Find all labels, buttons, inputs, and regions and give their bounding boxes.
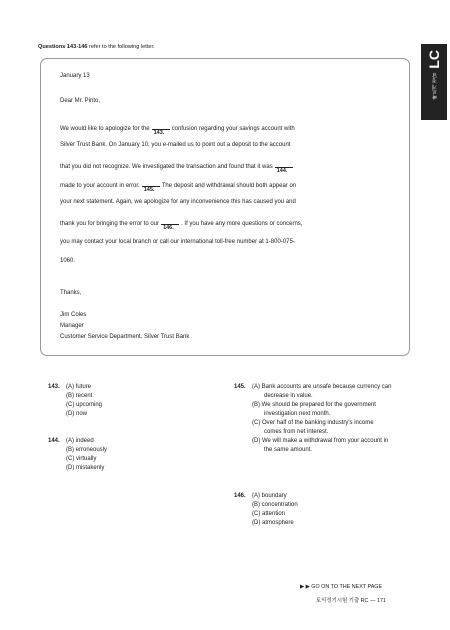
- option-d[interactable]: (D) mistakenly: [66, 465, 105, 471]
- question-143: [48, 383, 198, 423]
- page-number: 토익정기시험 기출 RC ― 171: [316, 598, 386, 604]
- question-144: [48, 437, 198, 477]
- letter-text: . If you have any more questions or concerns,: [181, 221, 303, 227]
- option-c[interactable]: (C) attention: [252, 511, 286, 517]
- blank-number: 143.: [153, 130, 165, 136]
- option-b[interactable]: (B) concentration: [252, 502, 298, 508]
- letter-text: thank you for bringing the error to our: [60, 221, 160, 227]
- option-b[interactable]: (B) We should be prepared for the government investigation next month.: [252, 402, 376, 417]
- letter-line-2: Silver Trust Bank. On January 10, you e-mailed us to point out a deposit to the account: [60, 142, 291, 148]
- letter-text: made to your account in error.: [60, 183, 140, 189]
- section-tab-label: LC: [426, 50, 442, 69]
- letter-text: We would like to apologize for the: [60, 126, 150, 132]
- option-d[interactable]: (D) We will make a withdrawal from your account in the same amount.: [252, 438, 389, 453]
- letter-line-3: [60, 161, 295, 174]
- question-number: 145.: [234, 384, 246, 390]
- question-145: [234, 383, 414, 483]
- option-a[interactable]: (A) Bank accounts are unsafe because currency can decrease in value.: [252, 384, 392, 399]
- letter-greeting: Dear Mr. Pinto,: [60, 98, 101, 104]
- blank-146: [161, 218, 179, 231]
- letter-text: that you did not recognize. We investigated the transaction and found that it was: [60, 164, 273, 170]
- option-c[interactable]: (C) upcoming: [66, 402, 103, 408]
- letter-line-1: [60, 123, 295, 136]
- option-a[interactable]: (A) indeed: [66, 438, 94, 444]
- letter-date: January 13: [60, 73, 90, 79]
- option-a[interactable]: (A) boundary: [252, 493, 287, 499]
- signature-department: Customer Service Department, Silver Trust Bank: [60, 334, 190, 340]
- blank-number: 145.: [143, 187, 155, 193]
- option-d[interactable]: (D) atmosphere: [252, 520, 294, 526]
- letter-closing: Thanks,: [60, 290, 82, 296]
- letter-text: confusion regarding your savings account with: [171, 126, 295, 132]
- option-c[interactable]: (C) Over half of the banking industry's income comes from net interest.: [252, 420, 374, 435]
- option-d[interactable]: (D) now: [66, 411, 88, 417]
- blank-143: [152, 123, 170, 136]
- question-146: [234, 492, 394, 532]
- blank-number: 146.: [163, 225, 174, 231]
- section-tab: [421, 44, 447, 120]
- blank-144: [275, 161, 293, 174]
- option-b[interactable]: (B) erroneously: [66, 447, 108, 453]
- letter-line-4: [60, 180, 297, 193]
- section-tab-sublabel: 빠르게 정답: [431, 72, 438, 100]
- option-a[interactable]: (A) future: [66, 384, 92, 390]
- instructions: [38, 44, 155, 50]
- question-range: Questions 143-146: [38, 44, 88, 50]
- question-number: 146.: [234, 493, 246, 499]
- option-c[interactable]: (C) virtually: [66, 456, 97, 462]
- signature-title: Manager: [60, 323, 84, 329]
- letter-text: The deposit and withdrawal should both appear on: [161, 183, 297, 189]
- letter-line-8: 1060.: [60, 258, 76, 264]
- blank-number: 144.: [276, 168, 288, 174]
- question-number: 144.: [48, 438, 60, 444]
- next-page-notice: ▶ ▶ GO ON TO THE NEXT PAGE: [300, 584, 383, 590]
- option-b[interactable]: (B) recent: [66, 393, 93, 399]
- question-number: 143.: [48, 384, 60, 390]
- signature-name: Jim Coles: [60, 312, 87, 318]
- blank-145: [142, 180, 160, 193]
- letter-line-5: your next statement. Again, we apologize for any inconvenience this has caused you and: [60, 199, 296, 205]
- letter-line-6: [60, 218, 303, 231]
- letter-line-7: you may contact your local branch or call our international toll-free number at 1-800-075-: [60, 239, 295, 245]
- instructions-text: refer to the following letter.: [87, 44, 155, 50]
